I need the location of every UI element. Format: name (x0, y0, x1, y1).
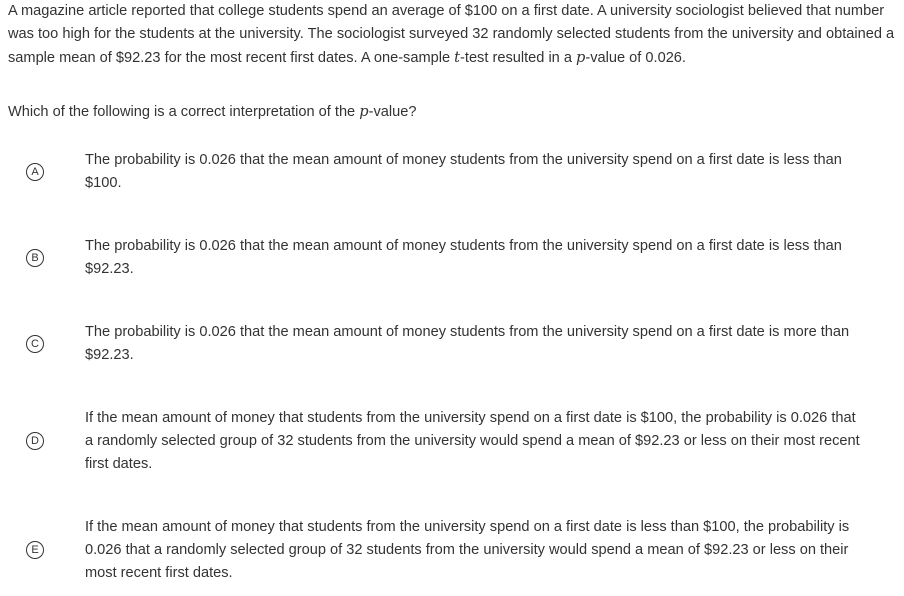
question-text-2: -value? (368, 104, 417, 120)
p-symbol: p (359, 103, 369, 120)
choice-d-bubble[interactable]: D (26, 432, 44, 450)
t-symbol: t (454, 49, 461, 66)
choice-c-bubble[interactable]: C (26, 335, 44, 353)
stem-text-3: -value of 0.026. (585, 50, 686, 66)
stem-text-2: -test resulted in a (460, 50, 577, 66)
choice-a-text[interactable]: The probability is 0.026 that the mean amount of money students from the university spend on a first date is less than $100. (85, 152, 842, 191)
question-prompt (8, 100, 888, 124)
question-stem (8, 0, 898, 70)
choice-b-text[interactable]: The probability is 0.026 that the mean amount of money students from the university spend on a first date is less than $92.23. (85, 238, 842, 277)
choice-c-text[interactable]: The probability is 0.026 that the mean amount of money students from the university spend on a first date is more than $92.23. (85, 324, 850, 363)
choice-a-bubble[interactable]: A (26, 163, 44, 181)
p-symbol: p (576, 49, 586, 66)
stem-text-1: A magazine article reported that college students spend an average of $100 on a first date. A university sociologist believed that number was too high for the students at the university. The sociologist surveyed 32 randomly selected students from the university and obtained a sample mean of $92.23 for the most recent first dates. A one-sample (8, 3, 895, 66)
choice-d-text[interactable]: If the mean amount of money that students from the university spend on a first date is $100, the probability is 0.026 that a randomly selected group of 32 students from the university would spend a mean of $92.23 or less on their most recent first dates. (85, 410, 860, 472)
choice-e-text[interactable]: If the mean amount of money that students from the university spend on a first date is less than $100, the probability is 0.026 that a randomly selected group of 32 students from the university would spend a mean of $92.23 or less on their most recent first dates. (85, 519, 850, 581)
choice-e-bubble[interactable]: E (26, 541, 44, 559)
question-text-1: Which of the following is a correct interpretation of the (8, 104, 360, 120)
choice-b-bubble[interactable]: B (26, 249, 44, 267)
